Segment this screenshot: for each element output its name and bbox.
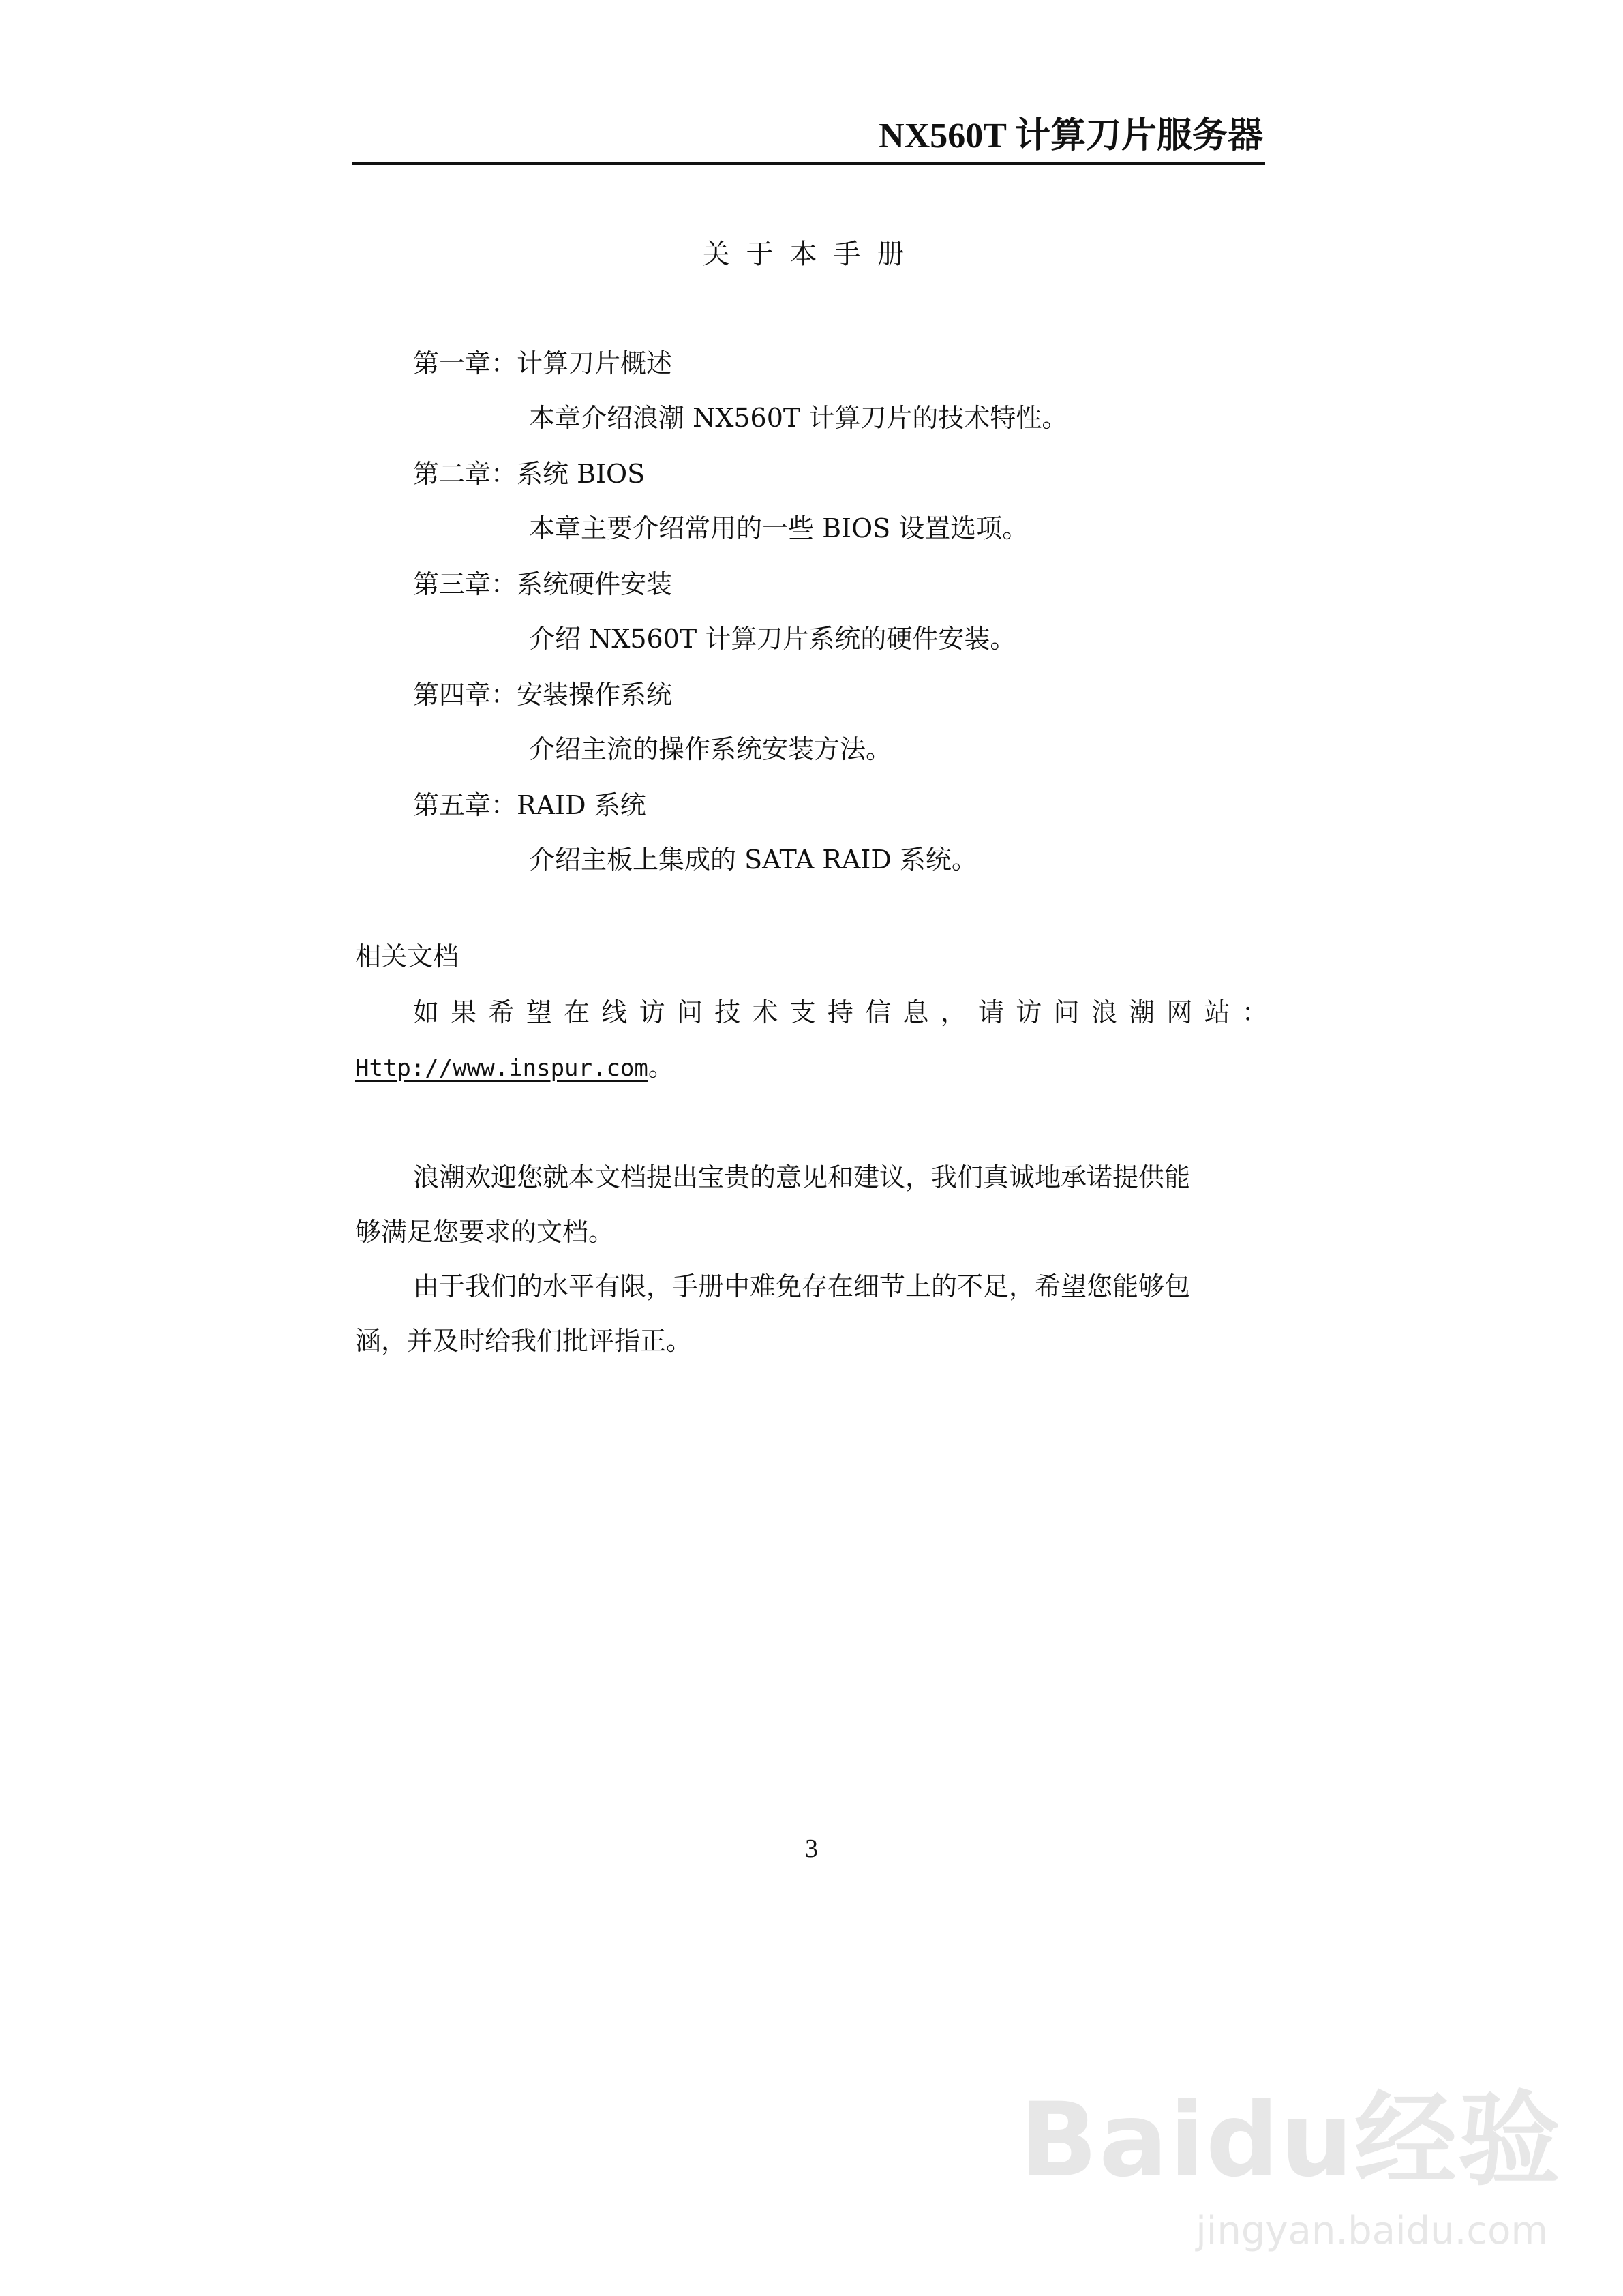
apology-paragraph-line-1: 由于我们的水平有限，手册中难免存在细节上的不足，希望您能够包 — [413, 1271, 1191, 1301]
contact-char: ， — [940, 997, 967, 1027]
contact-char: 在 — [564, 997, 590, 1027]
contact-char: ： — [1241, 997, 1268, 1027]
contact-text — [413, 994, 1268, 1031]
chapter-2-title: 第二章：系统 BIOS — [413, 459, 646, 489]
contact-char: 请 — [977, 997, 1004, 1027]
chapter-1-title: 第一章：计算刀片概述 — [413, 348, 673, 378]
chapter-1-description: 本章介绍浪潮 NX560T 计算刀片的技术特性。 — [529, 403, 1068, 433]
inspur-website-link[interactable]: Http://www.inspur.com — [355, 1055, 648, 1082]
contact-char: 问 — [1053, 997, 1080, 1027]
chapter-3-description: 介绍 NX560T 计算刀片系统的硬件安装。 — [529, 624, 1016, 654]
contact-char: 如 — [413, 997, 440, 1027]
contact-char: 问 — [676, 997, 703, 1027]
baidu-logo-icon: Baidu经验 — [1019, 2081, 1562, 2200]
header-divider — [352, 162, 1265, 165]
contact-char: 线 — [601, 997, 628, 1027]
url-line — [355, 1048, 674, 1087]
contact-char: 网 — [1166, 997, 1193, 1027]
chapter-5-title: 第五章：RAID 系统 — [413, 790, 646, 820]
contact-char: 访 — [1016, 997, 1042, 1027]
chapter-5-description: 介绍主板上集成的 SATA RAID 系统。 — [529, 845, 977, 875]
contact-char: 访 — [639, 997, 665, 1027]
chapter-4-description: 介绍主流的操作系统安装方法。 — [529, 734, 892, 764]
page-number: 3 — [805, 1834, 818, 1863]
url-suffix: 。 — [648, 1052, 674, 1082]
chapter-2-description: 本章主要介绍常用的一些 BIOS 设置选项。 — [529, 513, 1029, 543]
page-title: 关于本手册 — [702, 239, 921, 270]
contact-char: 希 — [488, 997, 515, 1027]
contact-char: 技 — [714, 997, 741, 1027]
baidu-watermark — [1019, 2052, 1562, 2277]
apology-paragraph-line-2: 涵，并及时给我们批评指正。 — [355, 1326, 693, 1356]
chapter-4-title: 第四章：安装操作系统 — [413, 680, 673, 710]
contact-char: 浪 — [1091, 997, 1117, 1027]
contact-char: 望 — [526, 997, 552, 1027]
feedback-paragraph-line-2: 够满足您要求的文档。 — [355, 1217, 615, 1247]
feedback-paragraph-line-1: 浪潮欢迎您就本文档提出宝贵的意见和建议，我们真诚地承诺提供能 — [413, 1162, 1191, 1192]
watermark-url: jingyan.baidu.com — [1196, 2209, 1548, 2253]
related-docs-title: 相关文档 — [355, 941, 459, 971]
contact-char: 术 — [752, 997, 778, 1027]
contact-char: 果 — [451, 997, 477, 1027]
contact-char: 潮 — [1129, 997, 1155, 1027]
contact-char: 持 — [827, 997, 853, 1027]
contact-char: 信 — [865, 997, 892, 1027]
contact-char: 息 — [902, 997, 929, 1027]
contact-char: 站 — [1204, 997, 1230, 1027]
header-title: NX560T 计算刀片服务器 — [879, 117, 1263, 155]
chapter-3-title: 第三章：系统硬件安装 — [413, 569, 673, 599]
contact-char: 支 — [789, 997, 816, 1027]
